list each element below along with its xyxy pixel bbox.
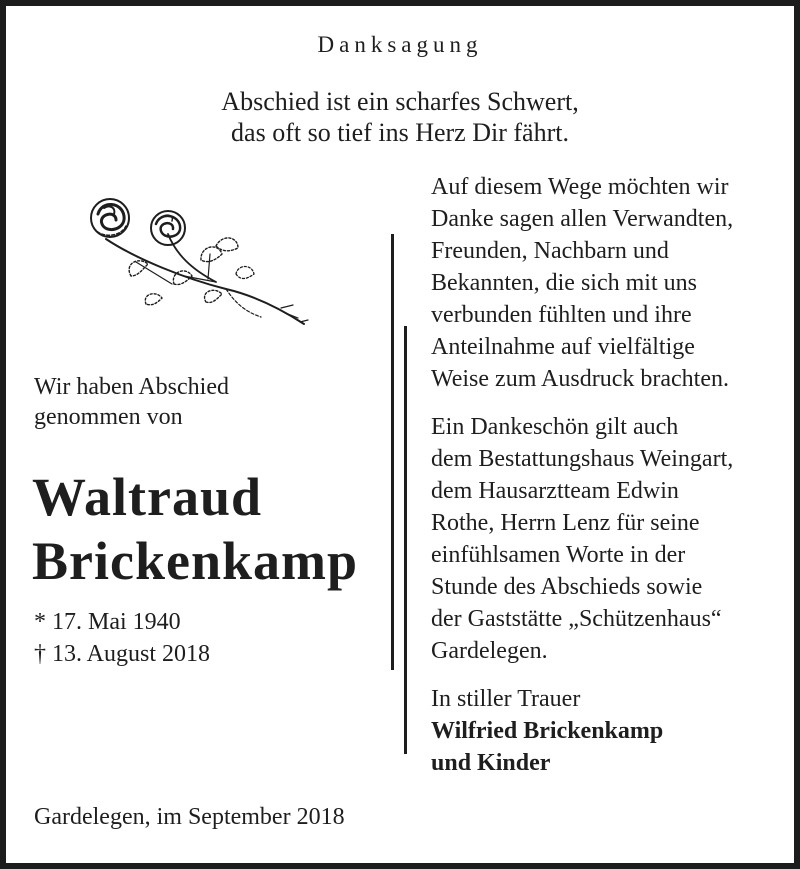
text-line: Bekannten, die sich mit uns <box>431 270 697 296</box>
death-date: † 13. August 2018 <box>34 641 211 667</box>
motto-line: Abschied ist ein scharfes Schwert, <box>221 87 579 116</box>
intro-line: Wir haben Abschied <box>34 374 229 400</box>
motto-line: das oft so tief ins Herz Dir fährt. <box>231 118 569 147</box>
signature-name: und Kinder <box>431 750 551 776</box>
text-line: Weise zum Ausdruck brachten. <box>431 366 729 392</box>
deceased-first-name: Waltraud <box>32 467 263 527</box>
deceased-last-name: Brickenkamp <box>32 531 359 591</box>
divider-line <box>404 326 407 754</box>
place-date-footer: Gardelegen, im September 2018 <box>34 804 345 830</box>
text-line: dem Bestattungshaus Weingart, <box>431 446 734 472</box>
life-dates <box>34 606 210 670</box>
text-line: Ein Dankeschön gilt auch <box>431 414 679 440</box>
birth-date: * 17. Mai 1940 <box>34 609 181 635</box>
signature-phrase: In stiller Trauer <box>431 686 581 712</box>
text-line: Rothe, Herrn Lenz für seine <box>431 510 700 536</box>
text-line: Anteilnahme auf vielfältige <box>431 334 695 360</box>
thanks-paragraph <box>431 411 800 667</box>
thanks-text <box>431 171 800 779</box>
signature-name: Wilfried Brickenkamp <box>431 718 664 744</box>
text-line: einfühlsamen Worte in der <box>431 542 686 568</box>
text-line: verbunden fühlten und ihre <box>431 302 692 328</box>
text-line: dem Hausarztteam Edwin <box>431 478 679 504</box>
thanks-paragraph <box>431 171 800 395</box>
text-line: Danke sagen allen Verwandten, <box>431 206 734 232</box>
intro-line: genommen von <box>34 404 183 430</box>
text-line: Gardelegen. <box>431 638 548 664</box>
signature-block <box>431 683 800 779</box>
motto <box>6 86 794 148</box>
text-line: Freunden, Nachbarn und <box>431 238 669 264</box>
intro-text <box>34 372 229 432</box>
roses-illustration-icon <box>76 184 316 344</box>
text-line: Stunde des Abschieds sowie <box>431 574 703 600</box>
text-line: Auf diesem Wege möchten wir <box>431 174 729 200</box>
heading: Danksagung <box>317 32 483 57</box>
divider-line <box>391 234 394 670</box>
text-line: der Gaststätte „Schützenhaus“ <box>431 606 722 632</box>
deceased-name <box>32 465 358 593</box>
